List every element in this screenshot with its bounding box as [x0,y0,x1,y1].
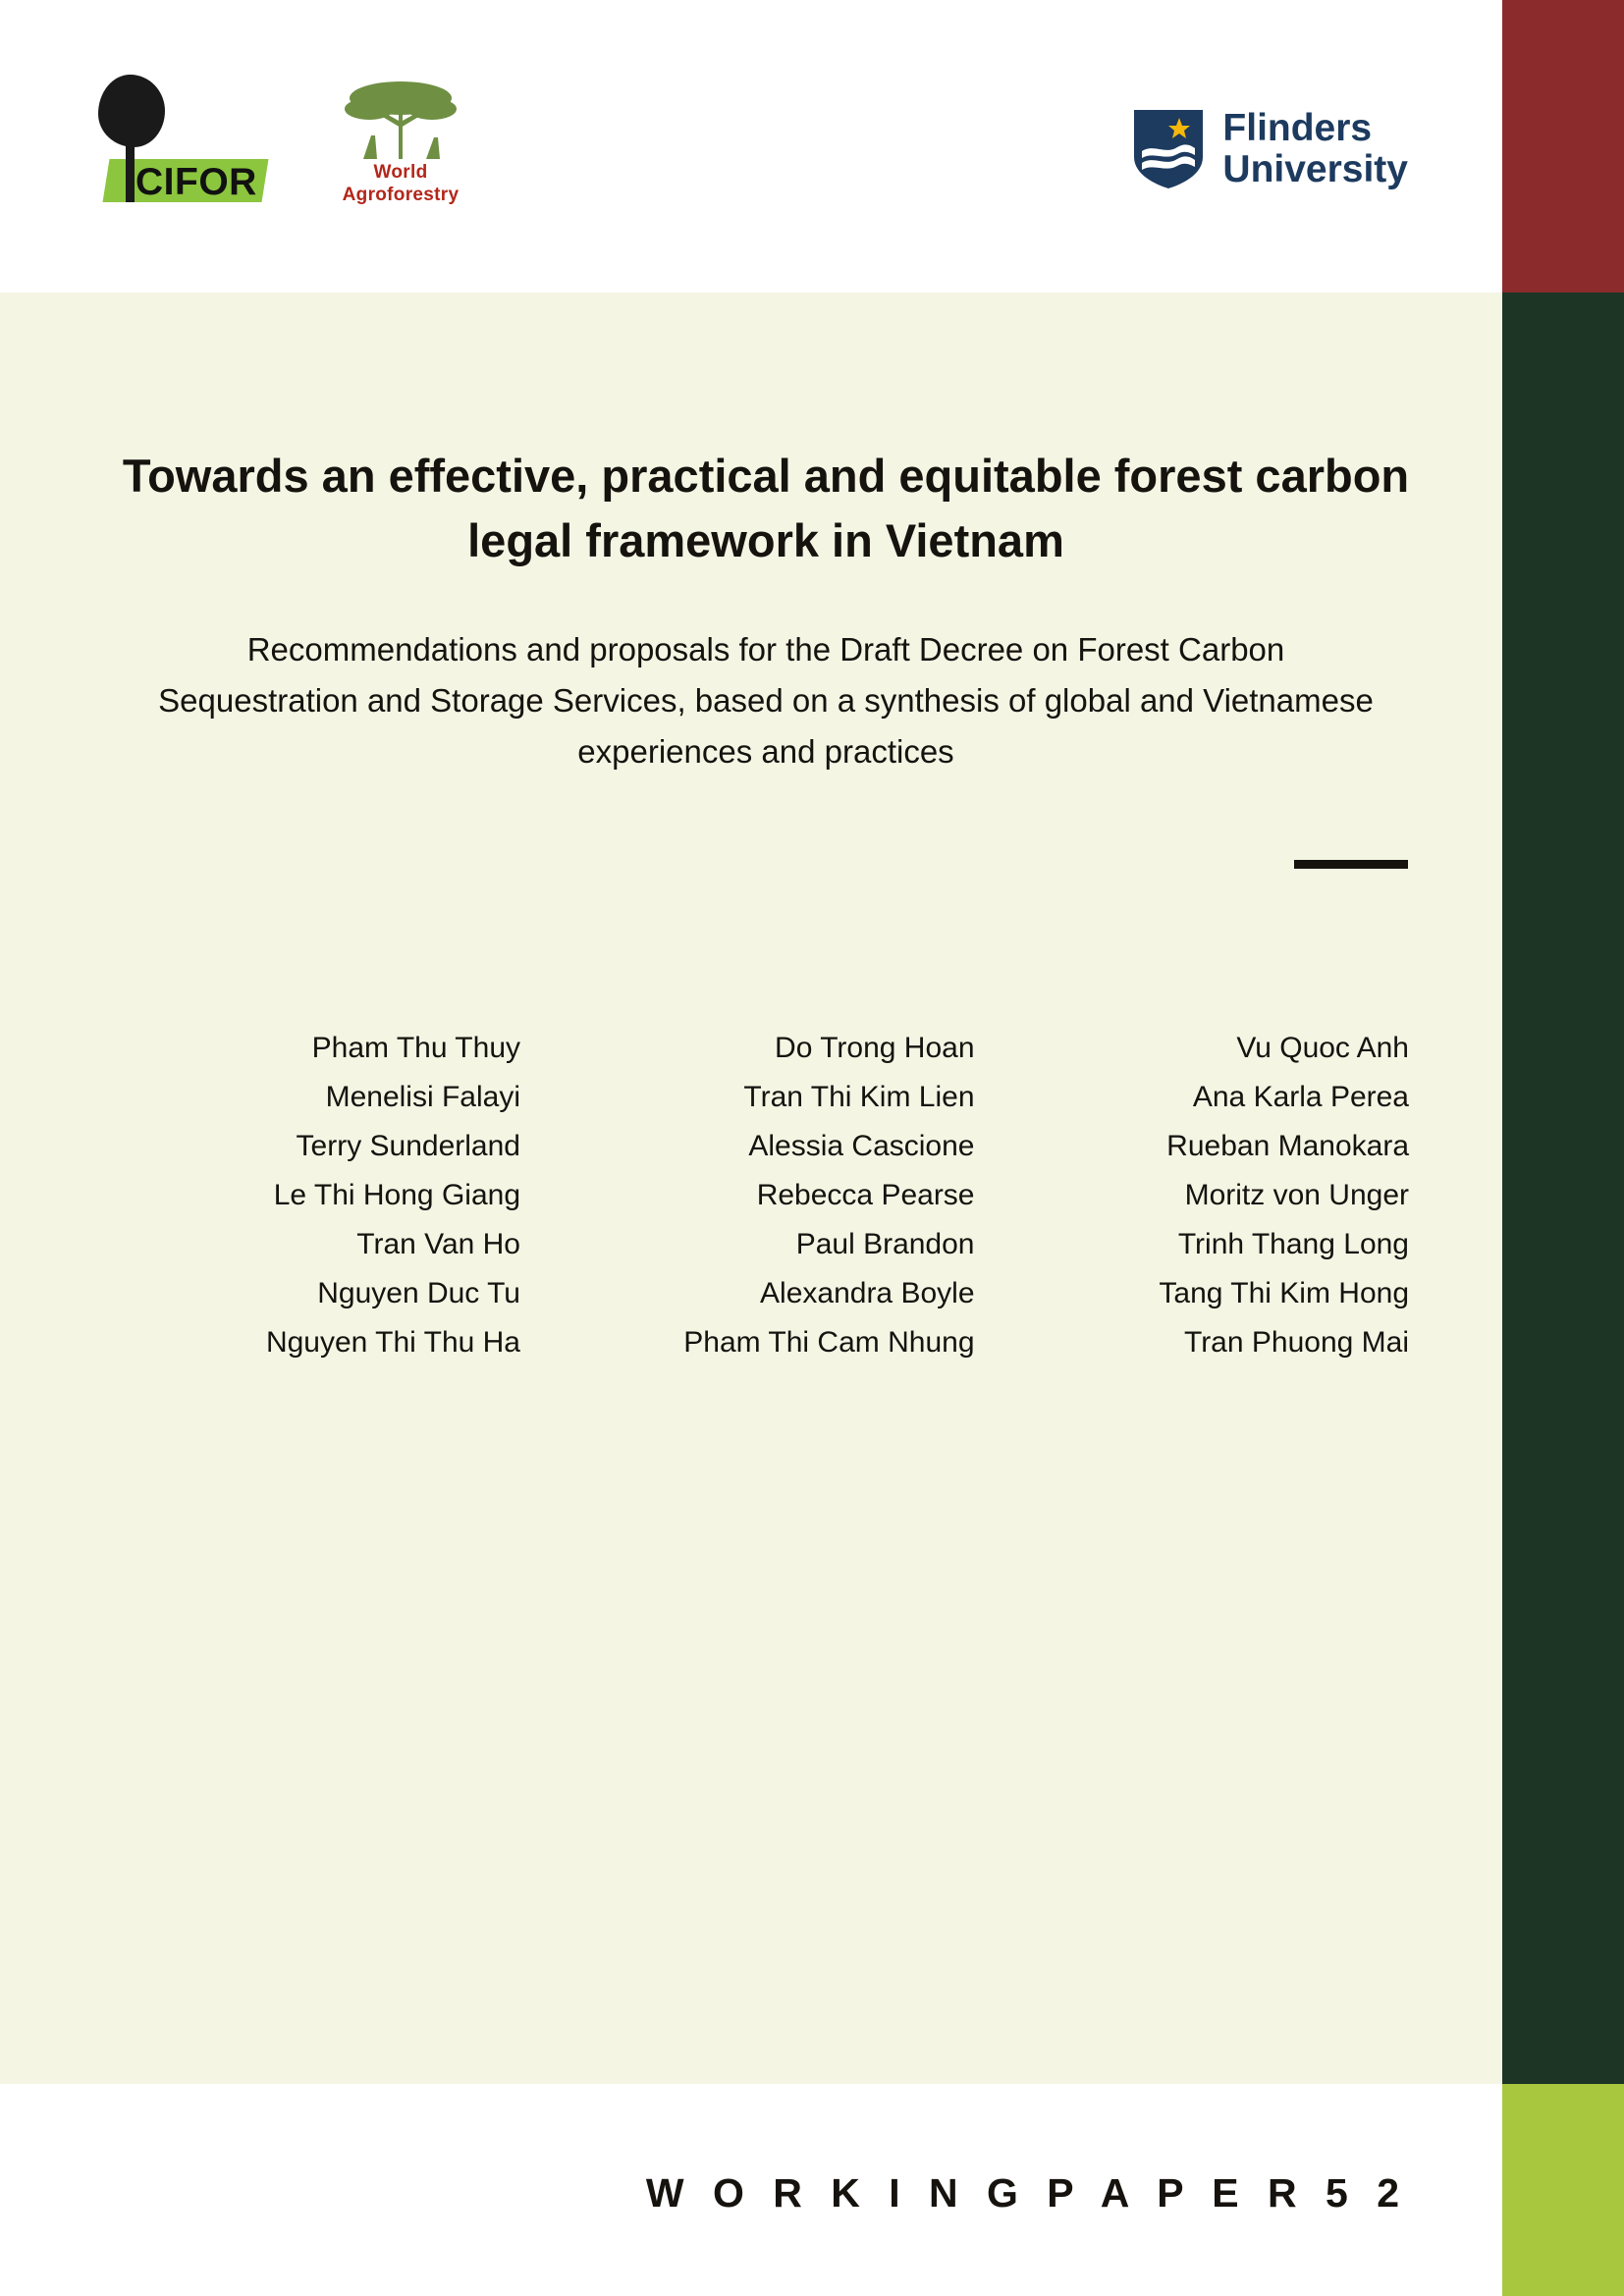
partner-logos [98,75,465,214]
author-name: Tran Thi Kim Lien [743,1081,975,1113]
rail-segment-maroon [1502,0,1624,293]
author-column-2 [563,1024,975,1367]
world-agroforestry-logo [336,75,465,214]
author-name: Tang Thi Kim Hong [1159,1277,1409,1309]
acacia-tree-icon [342,77,460,161]
author-name: Le Thi Hong Giang [273,1179,520,1211]
author-name: Ana Karla Perea [1192,1081,1409,1113]
cover-header [0,0,1502,293]
cifor-wordmark: CIFOR [135,161,257,203]
cover-footer [0,2084,1502,2296]
tree-trunk-shape [126,84,135,202]
page-subtitle: Recommendations and proposals for the Draft Decree on Forest Carbon Sequestration and Storage Services, based on a synthesis of global and Vietnamese experiences and practices [158,631,1374,770]
author-name: Alessia Cascione [748,1130,975,1162]
flinders-line2: University [1222,148,1408,190]
author-name: Nguyen Duc Tu [317,1277,520,1309]
author-list [167,1024,1409,1367]
author-name: Do Trong Hoan [775,1032,975,1064]
author-name: Pham Thi Cam Nhung [683,1326,975,1359]
author-name: Nguyen Thi Thu Ha [265,1326,520,1359]
color-rail [1502,0,1624,2296]
author-name: Tran Phuong Mai [1183,1326,1409,1359]
agro-line1: World [373,162,428,183]
cifor-logo [98,75,275,214]
author-name: Menelisi Falayi [325,1081,520,1113]
flinders-wordmark [1222,108,1408,190]
series-label: W O R K I N G P A P E R 5 2 [645,2170,1408,2216]
page-title: Towards an effective, practical and equitable forest carbon legal framework in Vietnam [122,450,1410,566]
author-column-1 [167,1024,520,1367]
author-name: Tran Van Ho [356,1228,520,1260]
author-name: Moritz von Unger [1184,1179,1409,1211]
shield-icon [1132,108,1205,190]
rail-segment-lime [1502,2084,1624,2296]
agro-line2: Agroforestry [342,185,460,205]
world-agroforestry-wordmark [336,161,465,206]
author-name: Vu Quoc Anh [1236,1032,1409,1064]
author-column-3 [1016,1024,1409,1367]
rail-segment-dark-green [1502,293,1624,2084]
flinders-line1: Flinders [1222,107,1373,149]
author-name: Terry Sunderland [296,1130,520,1162]
flinders-university-logo [1132,108,1408,190]
author-name: Pham Thu Thuy [311,1032,520,1064]
divider-rule [1294,860,1408,869]
author-name: Alexandra Boyle [760,1277,975,1309]
author-name: Rebecca Pearse [756,1179,975,1211]
author-name: Trinh Thang Long [1177,1228,1409,1260]
author-name: Rueban Manokara [1166,1130,1409,1162]
author-name: Paul Brandon [795,1228,975,1260]
